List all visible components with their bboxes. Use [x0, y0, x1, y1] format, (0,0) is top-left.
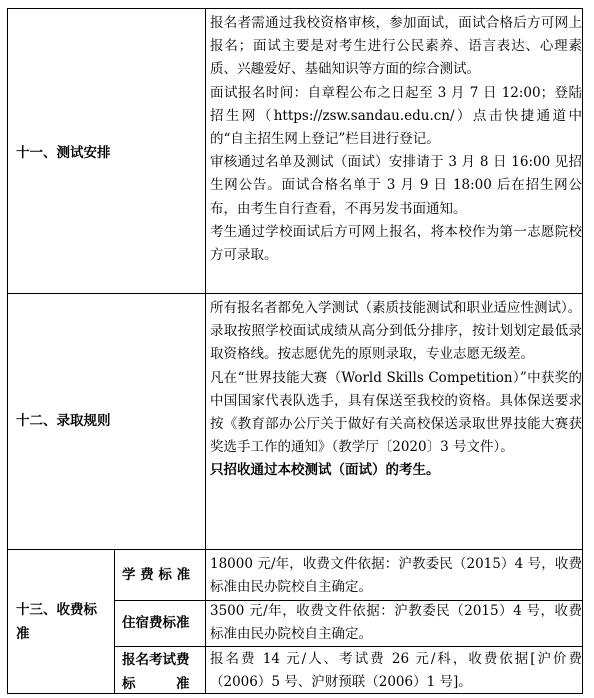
exam-fee-label-line2: 标 准: [122, 676, 190, 692]
section-12-content: [210, 297, 582, 483]
exam-fee-text: 报名费 14 元/人、考试费 26 元/科，收费依据[沪价费（2006）5 号、沪财预联（2006）1 号]。: [210, 651, 582, 691]
section-12-paragraph: 录取按照学校面试成绩从高分到低分排序，按计划划定最低录取资格线。按志愿优先的原则录取，专业志愿无级差。: [210, 323, 582, 363]
accommodation-fee-label: 住宿费标准: [122, 615, 190, 631]
table-border-right: [582, 8, 583, 694]
tuition-fee-text: 18000 元/年，收费文件依据：沪教委民（2015）4 号，收费标准由民办院校自主确定。: [210, 556, 582, 596]
section-11-paragraph: 报名者需通过我校资格审核，参加面试，面试合格后方可网上报名；面试主要是对考生进行公民素养、语言表达、心理素质、兴趣爱好、基础知识等方面的综合测试。: [210, 15, 582, 78]
section-11-content: [210, 12, 582, 267]
section-11-paragraph: 审核通过名单及测试（面试）安排请于 3 月 8 日 16:00 见招生网公告。面试合格名单于 3 月 9 日 18:00 后在招生网公布，由考生自行查看，不再另发书面通知。: [210, 154, 582, 217]
section-12-paragraph: 凡在“世界技能大赛（World Skills Competition）”中获奖的中国国家代表队选手，具有保送至我校的资格。具体保送要求按《教育部办公厅关于做好有关高校保送录取世界技能大赛获奖选手工作的通知》（教学厅〔2020〕3 号文件）。: [210, 369, 582, 456]
section-12-label: 十二、录取规则: [16, 413, 111, 429]
table-border-top: [7, 8, 583, 9]
column-divider: [205, 8, 206, 694]
section-12-paragraph: 所有报名者都免入学测试（素质技能测试和职业适应性测试）。: [210, 300, 582, 316]
section-13-label-line2: 准: [16, 626, 30, 642]
section-13-label: [16, 598, 111, 646]
accommodation-fee-text: 3500 元/年，收费文件依据：沪教委民（2015）4 号，收费标准由民办院校自主确定。: [210, 603, 582, 643]
section-11-label: 十一、测试安排: [16, 145, 111, 161]
section-12-emphasis: 只招收通过本校测试（面试）的考生。: [210, 462, 440, 479]
tuition-fee-label: 学 费 标 准: [122, 567, 191, 583]
exam-fee-label: [122, 648, 204, 696]
row-divider-12-13: [7, 549, 583, 550]
subcolumn-divider: [114, 549, 115, 694]
section-11-paragraph: 考生通过学校面试后方可网上报名，将本校作为第一志愿院校方可录取。: [210, 223, 582, 264]
table-border-left: [7, 8, 8, 694]
row-divider-11-12: [7, 293, 583, 294]
section-11-paragraph: 面试报名时间：自章程公布之日起至 3 月 7 日 12:00；登陆招生网（https://zsw.sandau.edu.cn/）点击快捷通道中的“自主招生网上登记”栏目进行登记。: [210, 84, 582, 148]
exam-fee-label-line1: 报名考试费: [122, 652, 190, 668]
section-13-label-line1: 十三、收费标: [16, 602, 97, 618]
